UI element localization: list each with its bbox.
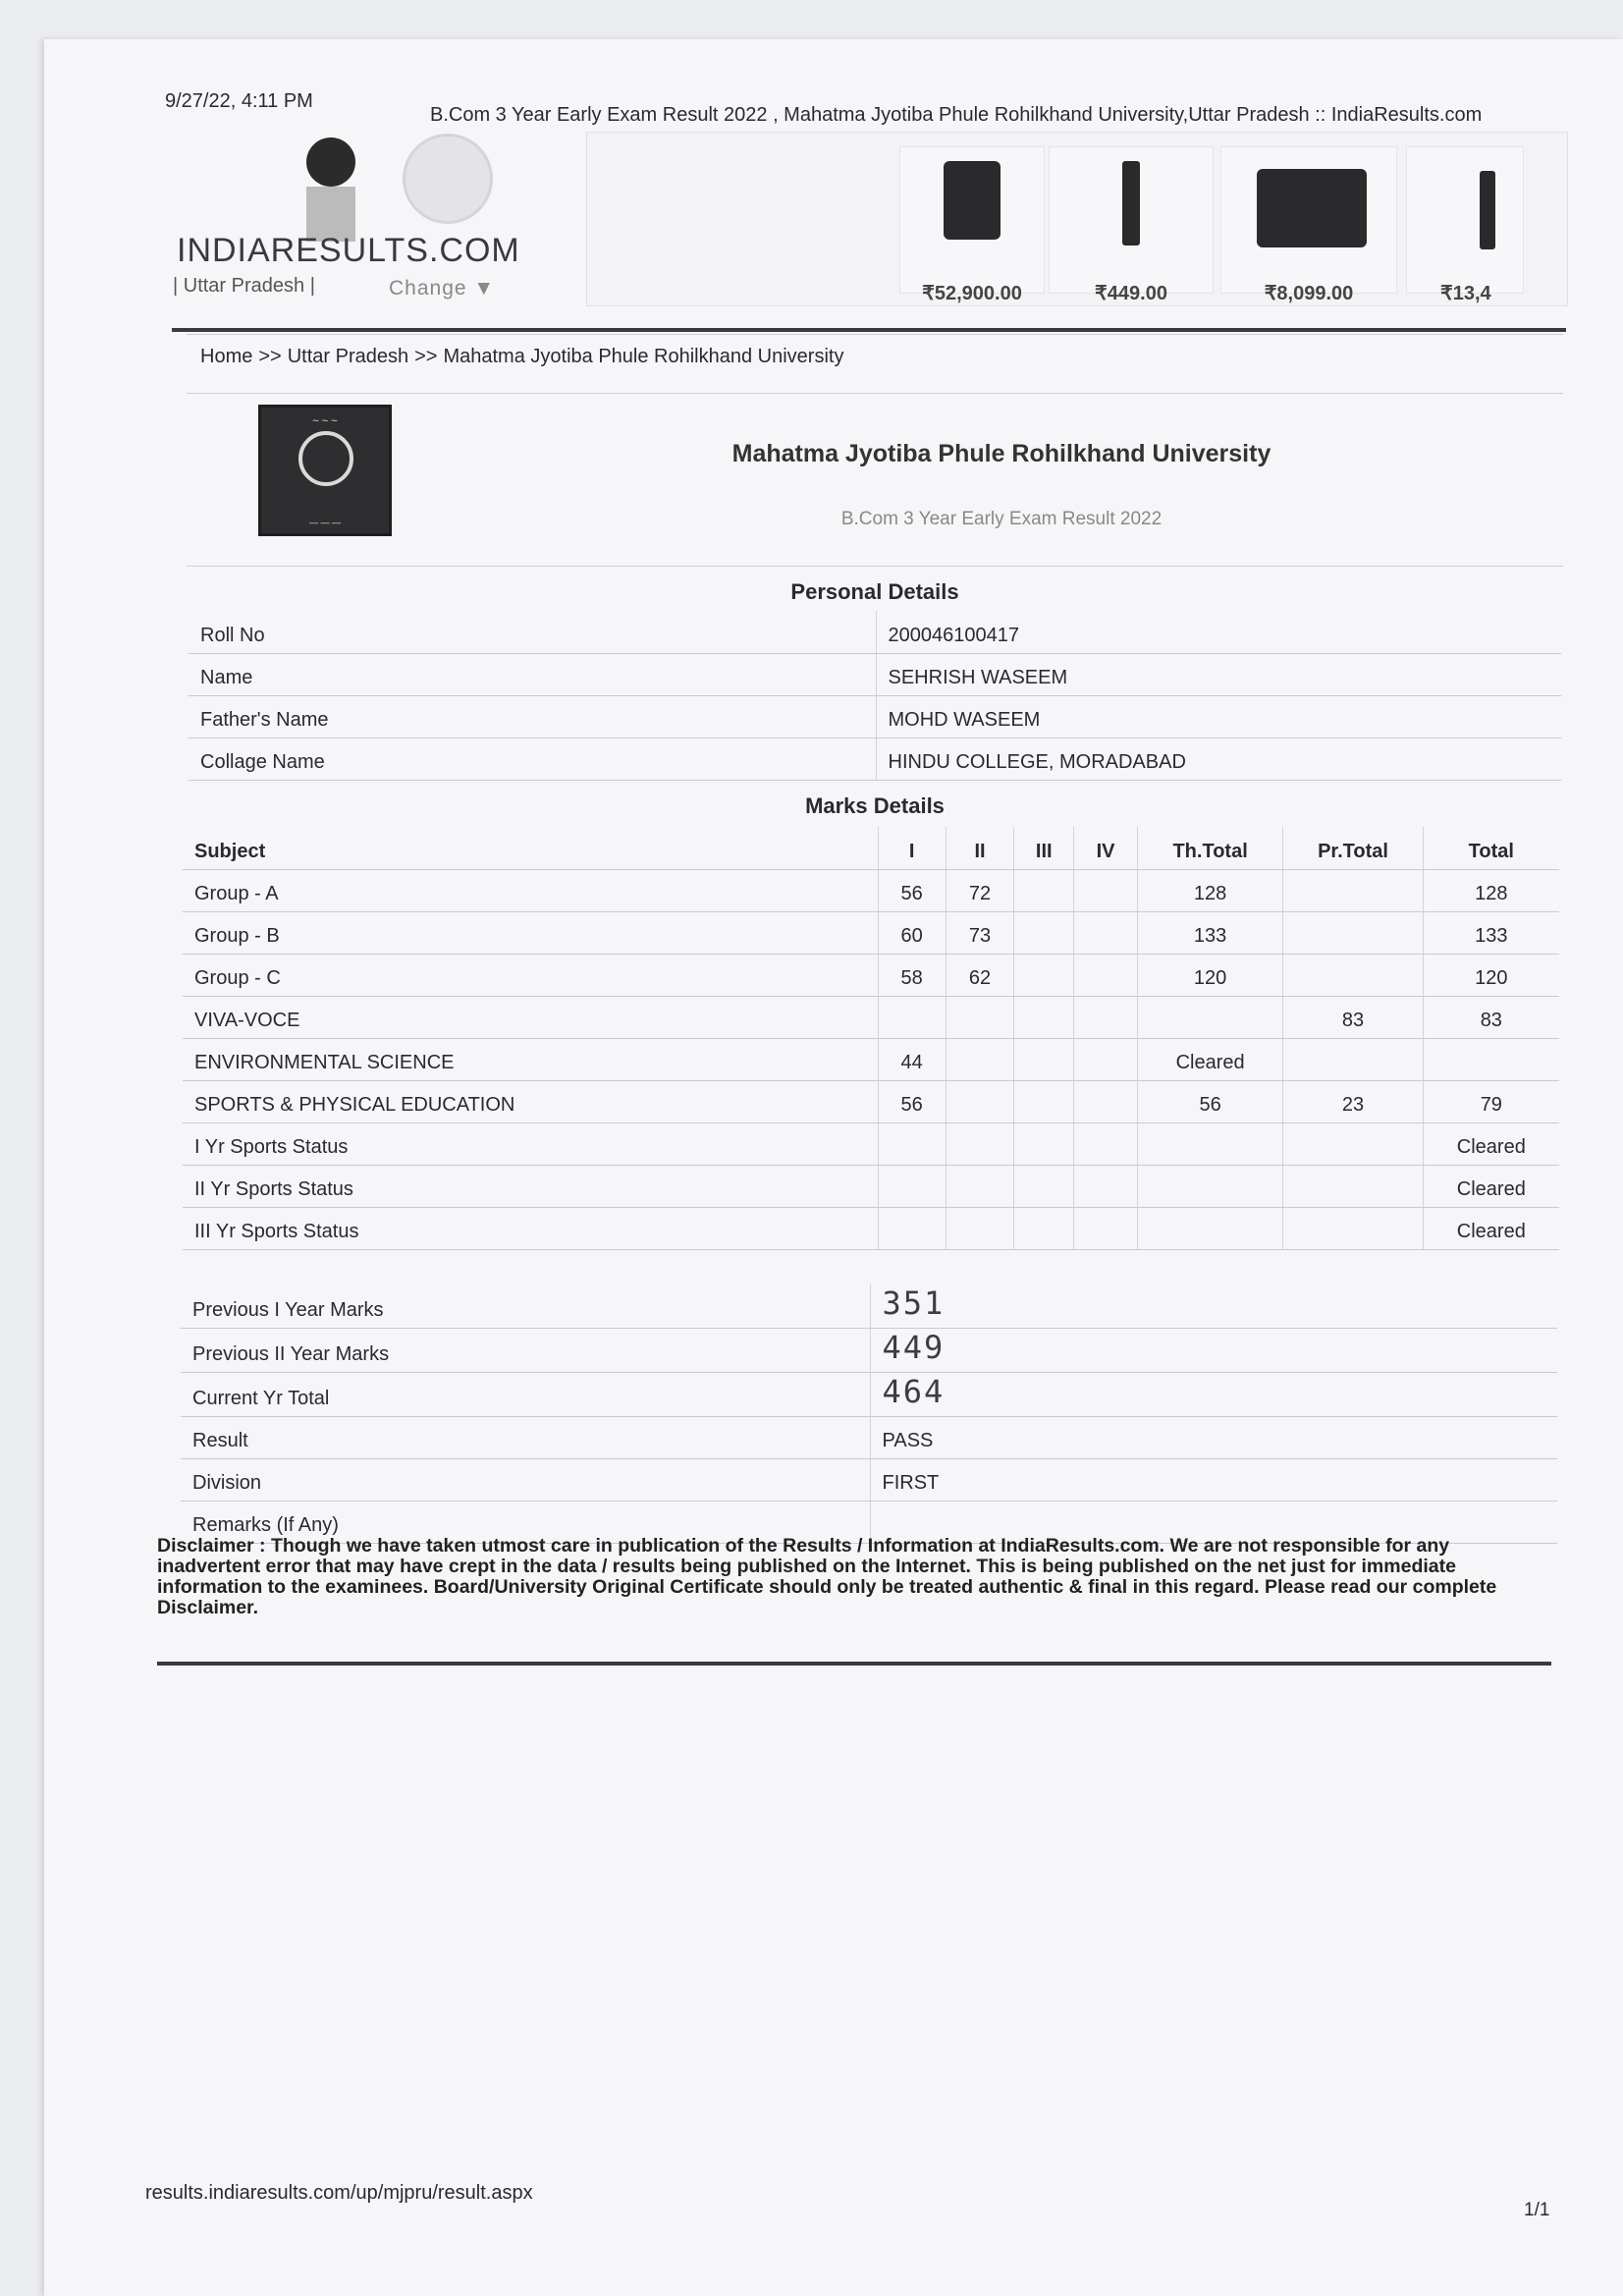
personal-details-heading: Personal Details (790, 579, 959, 604)
table-row (183, 911, 1559, 954)
table-row (181, 1417, 1557, 1459)
mark-cell: 56 (1137, 1080, 1283, 1122)
mark-cell (946, 1207, 1013, 1249)
table-row (181, 1459, 1557, 1502)
mark-cell: Cleared (1423, 1122, 1559, 1165)
mark-cell (1014, 1122, 1074, 1165)
summary-label: Previous I Year Marks (181, 1285, 870, 1329)
handwritten-value: 449 (870, 1329, 1557, 1373)
breadcrumb-state[interactable]: Uttar Pradesh (287, 346, 409, 367)
column-header: IV (1074, 827, 1137, 869)
marks-details-table (183, 827, 1559, 1250)
mark-cell (1074, 1165, 1137, 1207)
mark-cell: 128 (1423, 869, 1559, 911)
field-label: Father's Name (189, 695, 876, 738)
column-header: Subject (183, 827, 878, 869)
column-header: II (946, 827, 1013, 869)
mark-cell (1423, 1038, 1559, 1080)
table-header-row (183, 827, 1559, 869)
mark-cell: 83 (1283, 996, 1423, 1038)
emblem-caption: — — — (308, 518, 341, 527)
region-label: | Uttar Pradesh | (173, 275, 315, 297)
mark-cell: 56 (878, 1080, 946, 1122)
table-row (183, 1207, 1559, 1249)
mark-cell: 44 (878, 1038, 946, 1080)
mark-cell (1074, 996, 1137, 1038)
summary-label: Previous II Year Marks (181, 1329, 870, 1373)
mark-cell (1283, 1165, 1423, 1207)
mark-cell (1137, 1165, 1283, 1207)
mark-cell (1137, 1122, 1283, 1165)
mark-cell (878, 1207, 946, 1249)
table-row (183, 954, 1559, 996)
handwritten-value: 464 (870, 1373, 1557, 1417)
field-label: Name (189, 653, 876, 695)
disclaimer-text: Disclaimer : Though we have taken utmost care in publication of the Results / Information at IndiaResults.com. We are not responsible for any inadvertent error that may have crept in the data / results being published on the Internet. This is being published on the net just for immediate information to the examinees. Board/University Original Certificate should only be treated authentic & final in this regard. Please read our complete Disclaimer. (157, 1535, 1497, 1618)
mark-cell (1283, 954, 1423, 996)
subject-cell: VIVA-VOCE (183, 996, 878, 1038)
mark-cell: 73 (946, 911, 1013, 954)
print-datetime: 9/27/22, 4:11 PM (165, 90, 313, 112)
mark-cell: 120 (1423, 954, 1559, 996)
mark-cell: 60 (878, 911, 946, 954)
exam-title: B.Com 3 Year Early Exam Result 2022 (840, 509, 1163, 529)
subject-cell: SPORTS & PHYSICAL EDUCATION (183, 1080, 878, 1122)
mark-cell (1014, 1038, 1074, 1080)
mark-cell (1014, 1207, 1074, 1249)
summary-label: Remarks (If Any) (181, 1502, 870, 1544)
tablet-product-icon (1257, 169, 1367, 247)
table-row (183, 996, 1559, 1038)
breadcrumb (200, 346, 843, 368)
page-number: 1/1 (1524, 2200, 1550, 2220)
mark-cell (1014, 1165, 1074, 1207)
subject-cell: III Yr Sports Status (183, 1207, 878, 1249)
breadcrumb-separator: >> (414, 346, 438, 367)
mark-cell: 56 (878, 869, 946, 911)
mark-cell (1074, 869, 1137, 911)
column-header: I (878, 827, 946, 869)
table-row (189, 653, 1561, 695)
mark-cell (946, 1038, 1013, 1080)
mark-cell (946, 1080, 1013, 1122)
field-value: MOHD WASEEM (876, 695, 1561, 738)
table-row (181, 1329, 1557, 1373)
field-value: 200046100417 (876, 611, 1561, 653)
product-price: ₹449.00 (1095, 283, 1167, 304)
column-header: Total (1423, 827, 1559, 869)
print-page-title: B.Com 3 Year Early Exam Result 2022 , Mahatma Jyotiba Phule Rohilkhand University,Uttar Pradesh :: IndiaResults.com (430, 104, 1483, 126)
footer-url: results.indiaresults.com/up/mjpru/result.aspx (145, 2182, 533, 2204)
summary-label: Division (181, 1459, 870, 1502)
change-region-link[interactable]: Change ▼ (389, 277, 496, 300)
table-row (183, 869, 1559, 911)
subject-cell: Group - C (183, 954, 878, 996)
table-row (181, 1285, 1557, 1329)
device-product-icon (1480, 171, 1495, 249)
handwritten-value: 351 (870, 1285, 1557, 1329)
logo-wordmark: INDIARESULTS.COM (177, 232, 520, 269)
mark-cell: Cleared (1423, 1165, 1559, 1207)
subject-cell: ENVIRONMENTAL SCIENCE (183, 1038, 878, 1080)
product-ad-strip (586, 132, 1568, 306)
mark-cell (1074, 1122, 1137, 1165)
summary-value: FIRST (870, 1459, 1557, 1502)
table-row (183, 1122, 1559, 1165)
table-row (183, 1038, 1559, 1080)
product-ad[interactable] (1220, 146, 1397, 304)
mark-cell (1074, 1080, 1137, 1122)
table-row (183, 1080, 1559, 1122)
mark-cell: 23 (1283, 1080, 1423, 1122)
mark-cell (1074, 1207, 1137, 1249)
breadcrumb-home[interactable]: Home (200, 346, 253, 367)
university-emblem (258, 405, 392, 536)
field-label: Roll No (189, 611, 876, 653)
mark-cell (1014, 1080, 1074, 1122)
subject-cell: I Yr Sports Status (183, 1122, 878, 1165)
mark-cell: 79 (1423, 1080, 1559, 1122)
mark-cell: Cleared (1423, 1207, 1559, 1249)
mark-cell: 83 (1423, 996, 1559, 1038)
product-ad[interactable] (1049, 146, 1214, 304)
footer-divider (157, 1662, 1551, 1666)
summary-label: Result (181, 1417, 870, 1459)
field-value: HINDU COLLEGE, MORADABAD (876, 738, 1561, 780)
product-price: ₹8,099.00 (1264, 283, 1354, 304)
mark-cell (946, 996, 1013, 1038)
mark-cell: Cleared (1137, 1038, 1283, 1080)
product-ad[interactable] (899, 146, 1045, 304)
mark-cell (1283, 911, 1423, 954)
breadcrumb-university[interactable]: Mahatma Jyotiba Phule Rohilkhand University (443, 346, 844, 367)
product-price: ₹13,4 (1440, 283, 1491, 304)
table-row (189, 611, 1561, 653)
mark-cell (878, 1122, 946, 1165)
personal-details-table (189, 611, 1561, 781)
mark-cell (1283, 1122, 1423, 1165)
mark-cell (1014, 954, 1074, 996)
breadcrumb-separator: >> (258, 346, 282, 367)
site-logo[interactable] (173, 134, 520, 310)
summary-label: Current Yr Total (181, 1373, 870, 1417)
summary-value: PASS (870, 1417, 1557, 1459)
mark-cell: 72 (946, 869, 1013, 911)
table-row (183, 1165, 1559, 1207)
mark-cell (946, 1122, 1013, 1165)
result-summary-table (181, 1285, 1557, 1544)
product-price: ₹52,900.00 (922, 283, 1022, 304)
emblem-motto: ~ ~ ~ (312, 415, 338, 427)
product-ad[interactable] (1406, 146, 1524, 304)
mark-cell (1074, 911, 1137, 954)
mark-cell: 58 (878, 954, 946, 996)
column-header: III (1014, 827, 1074, 869)
mark-cell (1283, 1207, 1423, 1249)
mark-cell (1014, 996, 1074, 1038)
mark-cell: 120 (1137, 954, 1283, 996)
mark-cell (878, 996, 946, 1038)
marks-details-heading: Marks Details (805, 793, 945, 818)
table-row (181, 1373, 1557, 1417)
column-header: Pr.Total (1283, 827, 1423, 869)
mark-cell (1014, 911, 1074, 954)
field-label: Collage Name (189, 738, 876, 780)
field-value: SEHRISH WASEEM (876, 653, 1561, 695)
mark-cell (946, 1165, 1013, 1207)
table-row (189, 695, 1561, 738)
trimmer-product-icon (1122, 161, 1140, 246)
mark-cell (1014, 869, 1074, 911)
subject-cell: II Yr Sports Status (183, 1165, 878, 1207)
mark-cell: 62 (946, 954, 1013, 996)
mark-cell (1137, 1207, 1283, 1249)
university-name: Mahatma Jyotiba Phule Rohilkhand University (731, 440, 1271, 467)
header-divider (172, 328, 1566, 332)
wheel-emblem-icon (298, 431, 353, 486)
mark-cell (1283, 1038, 1423, 1080)
column-header: Th.Total (1137, 827, 1283, 869)
uttar-pradesh-map-icon (403, 134, 493, 224)
mark-cell: 128 (1137, 869, 1283, 911)
mark-cell: 133 (1137, 911, 1283, 954)
phone-product-icon (944, 161, 1001, 240)
subject-cell: Group - B (183, 911, 878, 954)
mark-cell (1283, 869, 1423, 911)
mark-cell (878, 1165, 946, 1207)
mark-cell (1074, 1038, 1137, 1080)
mark-cell (1137, 996, 1283, 1038)
table-row (189, 738, 1561, 780)
logo-i-icon (306, 137, 375, 246)
mark-cell: 133 (1423, 911, 1559, 954)
subject-cell: Group - A (183, 869, 878, 911)
mark-cell (1074, 954, 1137, 996)
